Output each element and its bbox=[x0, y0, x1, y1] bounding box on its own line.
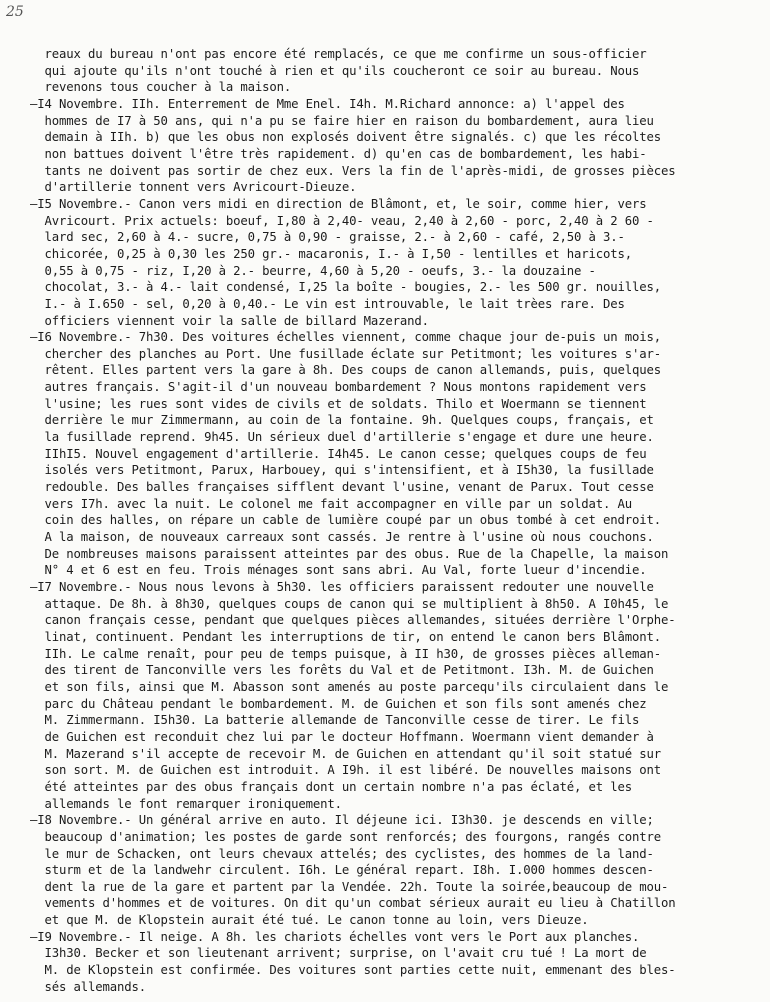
text-line: —I5 Novembre.- Canon vers midi en direction de Blâmont, et, le soir, comme hier, vers bbox=[30, 196, 647, 211]
text-line: —I8 Novembre.- Un général arrive en auto. Il déjeune ici. I3h30. je descends en ville; bbox=[30, 813, 654, 828]
text-line: sturm et de la landwehr circulent. I6h. Le général repart. I8h. I.000 hommes descen- bbox=[30, 863, 654, 878]
text-line: reaux du bureau n'ont pas encore été remplacés, ce que me confirme un sous-officier bbox=[30, 47, 647, 61]
text-line: officiers viennent voir la salle de billard Mazerand. bbox=[30, 313, 429, 328]
text-line: —I7 Novembre.- Nous nous levons à 5h30. les officiers paraissent redouter une nouvelle bbox=[30, 580, 654, 594]
text-line: son sort. M. de Guichen est introduit. A I9h. il est libéré. De nouvelles maisons ont bbox=[30, 763, 662, 778]
text-line: demain à IIh. b) que les obus non explosés doivent être signalés. c) que les récoltes bbox=[30, 130, 662, 145]
text-line: des tirent de Tanconville vers les forêts du Val et de Petitmont. I3h. M. de Guichen bbox=[30, 663, 654, 678]
text-line: IIh. Le calme renaît, pour peu de temps puisque, à II h30, de grosses pièces alleman- bbox=[30, 646, 662, 661]
text-line: linat, continuent. Pendant les interruptions de tir, on entend le canon bers Blâmont. bbox=[30, 629, 662, 644]
text-line: attaque. De 8h. à 8h30, quelques coups de canon qui se multiplient à 8h50. A I0h45, le bbox=[30, 596, 669, 611]
text-line: A la maison, de nouveaux carreaux sont cassés. Je rentre à l'usine où nous couchons. bbox=[30, 530, 654, 545]
text-line: coin des halles, on répare un cable de lumière coupé par un obus tombé à cet endroit. bbox=[30, 513, 662, 528]
text-line: vements d'hommes et de voitures. On dit qu'un combat sérieux aurait eu lieu à Chatillon bbox=[30, 896, 676, 911]
text-line: beaucoup d'animation; les postes de garde sont renforcés; des fourgons, rangés contre bbox=[30, 829, 662, 844]
text-line: hommes de I7 à 50 ans, qui n'a pu se faire hier en raison du bombardement, aura lieu bbox=[30, 113, 654, 128]
text-line: I.- à I.650 - sel, 0,20 à 0,40.- Le vin est introuvable, le lait trèes rare. Des bbox=[30, 296, 625, 311]
text-line: autres français. S'agit-il d'un nouveau bombardement ? Nous montons rapidement vers bbox=[30, 380, 647, 395]
text-line: chocolat, 3.- à 4.- lait condensé, I,25 la boîte - bougies, 2.- les 500 gr. nouilles, bbox=[30, 280, 662, 295]
text-line: De nombreuses maisons paraissent atteintes par des obus. Rue de la Chapelle, la maison bbox=[30, 546, 669, 561]
text-line: la fusillade reprend. 9h45. Un sérieux duel d'artillerie s'engage et dure une heure. bbox=[30, 430, 654, 445]
typewritten-text bbox=[30, 46, 760, 995]
text-line: —I4 Novembre. IIh. Enterrement de Mme Enel. I4h. M.Richard annonce: a) l'appel des bbox=[30, 96, 625, 111]
text-line: de Guichen est reconduit chez lui par le docteur Hoffmann. Woermann vient demander à bbox=[30, 729, 654, 744]
text-line: M. Mazerand s'il accepte de recevoir M. de Guichen en attendant qu'il soit statué sur bbox=[30, 746, 662, 761]
text-line: l'usine; les rues sont vides de civils et de soldats. Thilo et Woermann se tiennent bbox=[30, 396, 647, 411]
text-line: dent la rue de la gare et partent par la Vendée. 22h. Toute la soirée,beaucoup de mou- bbox=[30, 879, 669, 894]
text-line: d'artillerie tonnent vers Avricourt-Dieuze. bbox=[30, 180, 357, 195]
text-line: et que M. de Klopstein aurait été tué. Le canon tonne au loin, vers Dieuze. bbox=[30, 913, 589, 928]
text-line: rêtent. Elles partent vers la gare à 8h. Des coups de canon allemands, puis, quelques bbox=[30, 363, 662, 378]
text-line: lard sec, 2,60 à 4.- sucre, 0,75 à 0,90 - graisse, 2.- à 2,60 - café, 2,50 à 3.- bbox=[30, 230, 625, 245]
text-line: non battues doivent l'être très rapidement. d) qu'en cas de bombardement, les habi- bbox=[30, 146, 647, 161]
text-line: 0,55 à 0,75 - riz, I,20 à 2.- beurre, 4,60 à 5,20 - oeufs, 3.- la douzaine - bbox=[30, 263, 596, 278]
text-line: I3h30. Becker et son lieutenant arrivent; surprise, on l'avait cru tué ! La mort de bbox=[30, 946, 647, 961]
text-line: M. Zimmermann. I5h30. La batterie allemande de Tanconville cesse de tirer. Le fils bbox=[30, 713, 640, 728]
text-line: redouble. Des balles françaises sifflent devant l'usine, venant de Parux. Tout cesse bbox=[30, 480, 654, 495]
text-line: derrière le mur Zimmermann, au coin de la fontaine. 9h. Quelques coups, français, et bbox=[30, 413, 654, 428]
text-line: tants ne doivent pas sortir de chez eux. Vers la fin de l'après-midi, de grosses pièces bbox=[30, 163, 676, 178]
text-line: isolés vers Petitmont, Parux, Harbouey, qui s'intensifient, et à I5h30, la fusillade bbox=[30, 463, 654, 478]
text-line: revenons tous coucher à la maison. bbox=[30, 80, 292, 95]
text-line: vers I7h. avec la nuit. Le colonel me fait accompagner en ville par un soldat. Au bbox=[30, 496, 633, 511]
text-line: M. de Klopstein est confirmée. Des voitures sont parties cette nuit, emmenant des bles- bbox=[30, 963, 676, 978]
text-line: le mur de Schacken, ont leurs chevaux attelés; des cyclistes, des hommes de la land- bbox=[30, 846, 654, 861]
text-line: —I9 Novembre.- Il neige. A 8h. les chariots échelles vont vers le Port aux planches. bbox=[30, 929, 640, 944]
text-line: sés allemands. bbox=[30, 979, 147, 994]
text-line: qui ajoute qu'ils n'ont touché à rien et qu'ils coucheront ce soir au bureau. Nous bbox=[30, 63, 640, 78]
text-line: chicorée, 0,25 à 0,30 les 250 gr.- macaronis, I.- à I,50 - lentilles et haricots, bbox=[30, 246, 633, 261]
text-line: chercher des planches au Port. Une fusillade éclate sur Petitmont; les voitures s'ar- bbox=[30, 346, 662, 361]
text-line: parc du Château pendant le bombardement. M. de Guichen et son fils sont amenés chez bbox=[30, 696, 647, 711]
text-line: Avricourt. Prix actuels: boeuf, I,80 à 2,40- veau, 2,40 à 2,60 - porc, 2,40 à 2 60 - bbox=[30, 213, 654, 228]
text-line: —I6 Novembre.- 7h30. Des voitures échelles viennent, comme chaque jour de-puis un mois, bbox=[30, 330, 662, 345]
text-line: été atteintes par des obus français dont un certain nombre n'a pas éclaté, et les bbox=[30, 779, 633, 794]
text-line: IIhI5. Nouvel engagement d'artillerie. I4h45. Le canon cesse; quelques coups de feu bbox=[30, 446, 647, 461]
text-line: canon français cesse, pendant que quelques pièces allemandes, situées derrière l'Orphe- bbox=[30, 613, 676, 628]
text-line: allemands le font remarquer ironiquement. bbox=[30, 796, 342, 811]
page-number: 25 bbox=[6, 4, 24, 20]
text-line: N° 4 et 6 est en feu. Trois ménages sont sans abri. Au Val, forte lueur d'incendie. bbox=[30, 563, 647, 578]
text-line: et son fils, ainsi que M. Abasson sont amenés au poste parcequ'ils circulaient dans le bbox=[30, 679, 669, 694]
